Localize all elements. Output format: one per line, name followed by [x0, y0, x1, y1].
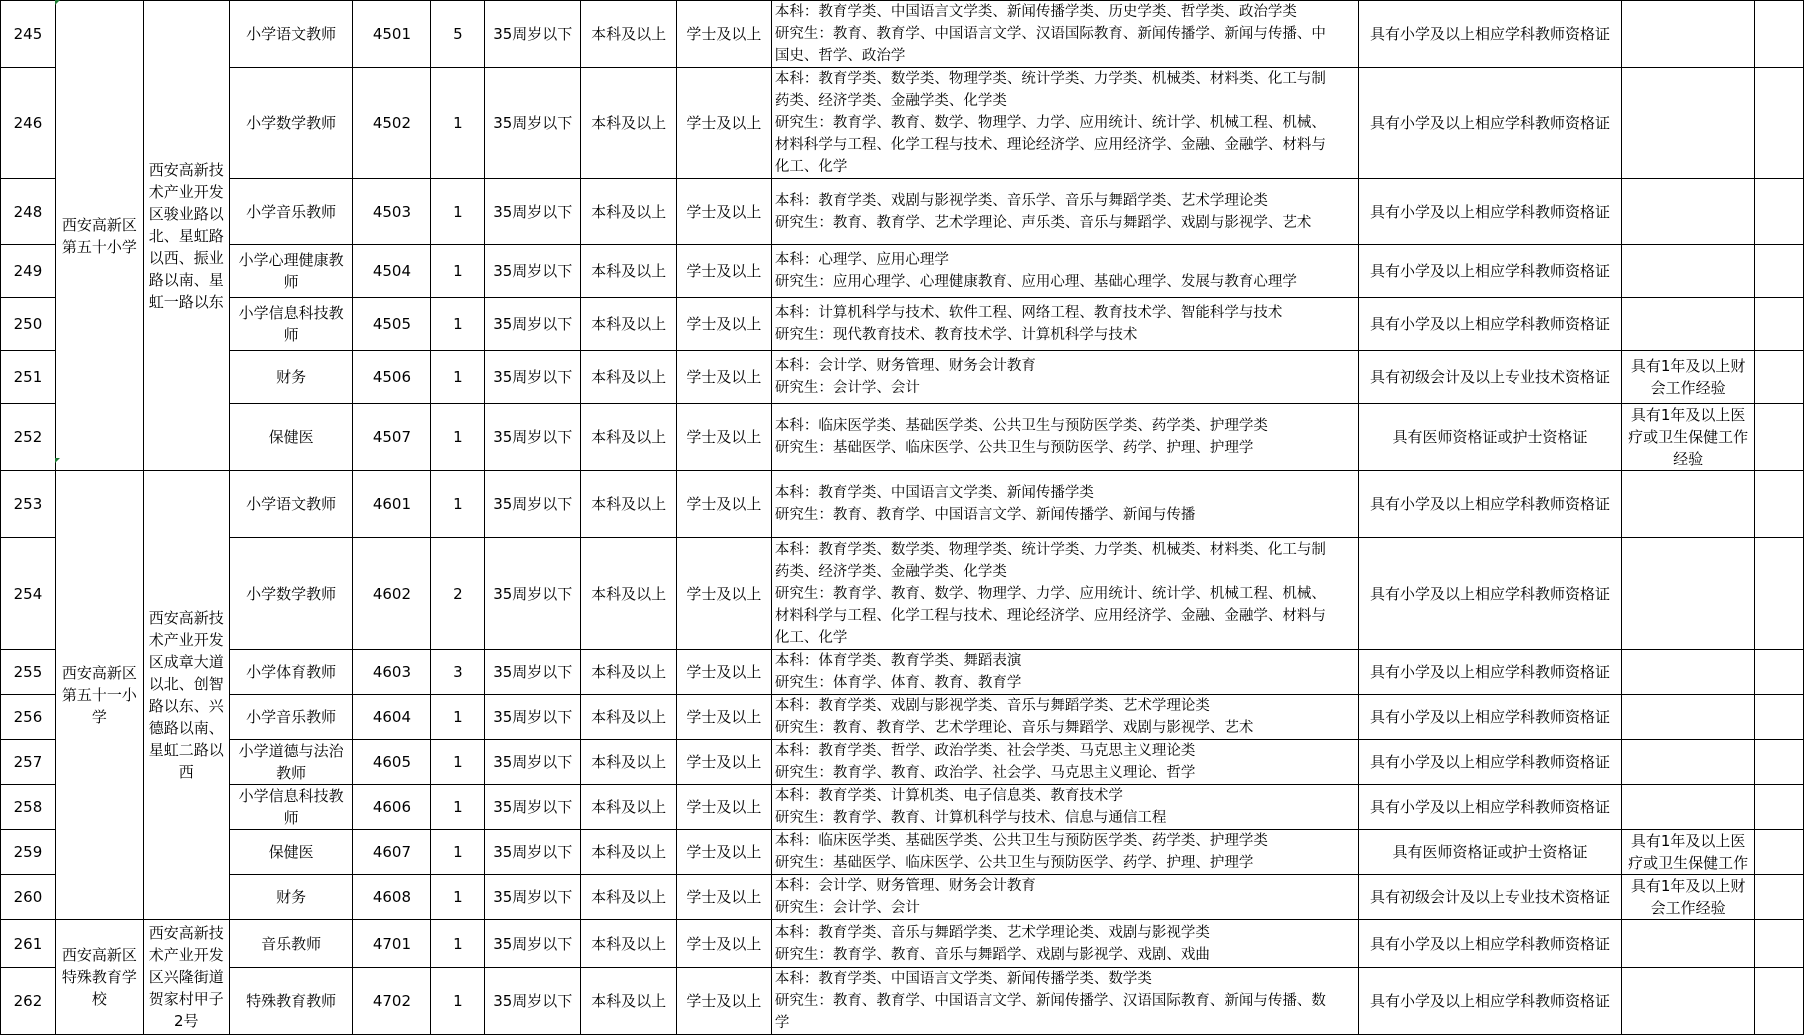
major-requirement-cell[interactable]	[771, 875, 1358, 920]
degree-cell[interactable]: 学士及以上	[677, 404, 772, 471]
table-row	[1, 471, 1804, 538]
degree-cell[interactable]: 学士及以上	[677, 1, 772, 68]
major-line: 药类、经济学类、金融学类、化学类	[774, 93, 1007, 109]
code-cell[interactable]: 4504	[353, 245, 431, 298]
education-cell[interactable]: 本科及以上	[581, 1, 677, 68]
count-cell[interactable]: 1	[431, 875, 485, 920]
major-line: 研究生：教育、教育学、艺术学理论、声乐类、音乐与舞蹈学、戏剧与影视学、艺术	[774, 214, 1312, 231]
major-requirement-cell[interactable]	[771, 830, 1358, 875]
school-address-cell[interactable]: 西安高新技术产业开发区成章大道以北、创智路以东、兴德路以南、星虹二路以西	[143, 471, 229, 920]
count-cell[interactable]: 1	[431, 298, 485, 351]
row-number-cell[interactable]: 258	[1, 785, 56, 830]
row-number-cell[interactable]: 245	[1, 1, 56, 68]
other-requirement-cell[interactable]	[1622, 1, 1755, 68]
other-requirement-cell[interactable]	[1622, 968, 1755, 1035]
table-row	[1, 830, 1804, 875]
major-requirement-cell[interactable]	[771, 298, 1358, 351]
qualification-cell[interactable]: 具有小学及以上相应学科教师资格证	[1358, 695, 1622, 740]
position-cell[interactable]: 小学信息科技教师	[229, 298, 353, 351]
major-line: 研究生：应用心理学、心理健康教育、应用心理、基础心理学、发展与教育心理学	[774, 274, 1297, 290]
notes-cell[interactable]	[1754, 471, 1803, 538]
table-row	[1, 695, 1804, 740]
age-cell[interactable]: 35周岁以下	[485, 740, 581, 785]
notes-cell[interactable]	[1754, 68, 1803, 179]
degree-cell[interactable]: 学士及以上	[677, 179, 772, 245]
code-cell[interactable]: 4606	[353, 785, 431, 830]
code-cell[interactable]: 4604	[353, 695, 431, 740]
major-requirement-cell[interactable]	[771, 538, 1358, 650]
school-address-cell[interactable]: 西安高新技术产业开发区兴隆街道贺家村甲子2号	[143, 920, 229, 1035]
school-address-cell[interactable]: 西安高新技术产业开发区骏业路以北、星虹路以西、振业路以南、星虹一路以东	[143, 1, 229, 471]
row-number-cell[interactable]: 254	[1, 538, 56, 650]
table-row	[1, 650, 1804, 695]
degree-cell[interactable]: 学士及以上	[677, 968, 772, 1035]
table-row	[1, 351, 1804, 404]
education-cell[interactable]: 本科及以上	[581, 471, 677, 538]
major-line: 本科：教育学类、中国语言文学类、新闻传播学类	[774, 485, 1094, 501]
qualification-cell[interactable]: 具有小学及以上相应学科教师资格证	[1358, 740, 1622, 785]
major-line: 研究生：基础医学、临床医学、公共卫生与预防医学、药学、护理、护理学	[774, 855, 1254, 871]
notes-cell[interactable]	[1754, 1, 1803, 68]
position-cell[interactable]: 保健医	[229, 830, 353, 875]
count-cell[interactable]: 1	[431, 920, 485, 968]
age-cell[interactable]: 35周岁以下	[485, 920, 581, 968]
major-line: 研究生：会计学、会计	[774, 900, 920, 916]
major-line: 学	[774, 1015, 790, 1031]
education-cell[interactable]: 本科及以上	[581, 875, 677, 920]
age-cell[interactable]: 35周岁以下	[485, 404, 581, 471]
notes-cell[interactable]	[1754, 920, 1803, 968]
row-number-cell[interactable]: 261	[1, 920, 56, 968]
education-cell[interactable]: 本科及以上	[581, 298, 677, 351]
other-requirement-cell[interactable]	[1622, 740, 1755, 785]
major-requirement-cell[interactable]	[771, 920, 1358, 968]
major-line: 本科：会计学、财务管理、财务会计教育	[774, 878, 1036, 894]
table-row	[1, 740, 1804, 785]
table-row	[1, 920, 1804, 968]
notes-cell[interactable]	[1754, 650, 1803, 695]
notes-cell[interactable]	[1754, 404, 1803, 471]
count-cell[interactable]: 1	[431, 830, 485, 875]
age-cell[interactable]: 35周岁以下	[485, 179, 581, 245]
education-cell[interactable]: 本科及以上	[581, 920, 677, 968]
education-cell[interactable]: 本科及以上	[581, 650, 677, 695]
major-requirement-cell[interactable]	[771, 650, 1358, 695]
degree-cell[interactable]: 学士及以上	[677, 298, 772, 351]
age-cell[interactable]: 35周岁以下	[485, 650, 581, 695]
major-requirement-cell[interactable]	[771, 245, 1358, 298]
row-number-cell[interactable]: 259	[1, 830, 56, 875]
major-line: 本科：计算机科学与技术、软件工程、网络工程、教育技术学、智能科学与技术	[774, 305, 1283, 321]
education-cell[interactable]: 本科及以上	[581, 740, 677, 785]
position-cell[interactable]: 小学体育教师	[229, 650, 353, 695]
code-cell[interactable]: 4505	[353, 298, 431, 351]
major-line: 研究生：教育学、教育、政治学、社会学、马克思主义理论、哲学	[774, 765, 1196, 781]
notes-cell[interactable]	[1754, 740, 1803, 785]
other-requirement-cell[interactable]	[1622, 471, 1755, 538]
major-line: 研究生：教育、教育学、中国语言文学、新闻传播学、新闻与传播	[774, 507, 1196, 523]
major-requirement-cell[interactable]	[771, 695, 1358, 740]
major-requirement-cell[interactable]	[771, 740, 1358, 785]
age-cell[interactable]: 35周岁以下	[485, 830, 581, 875]
degree-cell[interactable]: 学士及以上	[677, 830, 772, 875]
notes-cell[interactable]	[1754, 695, 1803, 740]
qualification-cell[interactable]: 具有小学及以上相应学科教师资格证	[1358, 1, 1622, 68]
other-requirement-cell[interactable]	[1622, 650, 1755, 695]
major-line: 本科：教育学类、戏剧与影视学类、音乐与舞蹈学类、艺术学理论类	[774, 698, 1210, 714]
major-line: 本科：会计学、财务管理、财务会计教育	[774, 358, 1036, 374]
position-cell[interactable]: 特殊教育教师	[229, 968, 353, 1035]
table-row	[1, 875, 1804, 920]
position-cell[interactable]: 小学语文教师	[229, 471, 353, 538]
other-requirement-cell[interactable]	[1622, 920, 1755, 968]
count-cell[interactable]: 1	[431, 245, 485, 298]
position-cell[interactable]: 保健医	[229, 404, 353, 471]
major-requirement-cell[interactable]	[771, 68, 1358, 179]
other-requirement-cell[interactable]	[1622, 538, 1755, 650]
age-cell[interactable]: 35周岁以下	[485, 245, 581, 298]
position-cell[interactable]: 小学心理健康教师	[229, 245, 353, 298]
code-cell[interactable]: 4503	[353, 179, 431, 245]
major-line: 本科：教育学类、数学类、物理学类、统计学类、力学类、机械类、材料类、化工与制	[774, 541, 1326, 558]
qualification-cell[interactable]: 具有医师资格证或护士资格证	[1358, 830, 1622, 875]
position-cell[interactable]: 小学音乐教师	[229, 695, 353, 740]
count-cell[interactable]: 1	[431, 740, 485, 785]
education-cell[interactable]: 本科及以上	[581, 538, 677, 650]
row-number-cell[interactable]: 256	[1, 695, 56, 740]
major-line: 本科：心理学、应用心理学	[774, 252, 949, 268]
age-cell[interactable]: 35周岁以下	[485, 351, 581, 404]
school-name-cell[interactable]: 西安高新区第五十一小学	[55, 471, 143, 920]
major-requirement-cell[interactable]	[771, 968, 1358, 1035]
education-cell[interactable]: 本科及以上	[581, 695, 677, 740]
major-line: 研究生：教育学、教育、数学、物理学、力学、应用统计、统计学、机械工程、机械、	[774, 115, 1326, 131]
other-requirement-cell[interactable]	[1622, 179, 1755, 245]
major-line: 材料科学与工程、化学工程与技术、理论经济学、应用经济学、金融、金融学、材料与	[774, 137, 1326, 153]
notes-cell[interactable]	[1754, 351, 1803, 404]
qualification-cell[interactable]: 具有小学及以上相应学科教师资格证	[1358, 785, 1622, 830]
row-number-cell[interactable]: 251	[1, 351, 56, 404]
count-cell[interactable]: 1	[431, 68, 485, 179]
major-requirement-cell[interactable]	[771, 1, 1358, 68]
table-row	[1, 298, 1804, 351]
major-line: 研究生：体育学、体育、教育、教育学	[774, 675, 1022, 691]
position-cell[interactable]: 音乐教师	[229, 920, 353, 968]
qualification-cell[interactable]: 具有小学及以上相应学科教师资格证	[1358, 471, 1622, 538]
other-requirement-cell[interactable]	[1622, 785, 1755, 830]
count-cell[interactable]: 1	[431, 471, 485, 538]
count-cell[interactable]: 1	[431, 968, 485, 1035]
degree-cell[interactable]: 学士及以上	[677, 875, 772, 920]
age-cell[interactable]: 35周岁以下	[485, 538, 581, 650]
major-requirement-cell[interactable]	[771, 471, 1358, 538]
major-line: 本科：教育学类、计算机类、电子信息类、教育技术学	[774, 788, 1123, 804]
major-line: 国史、哲学、政治学	[774, 48, 906, 64]
code-cell[interactable]: 4602	[353, 538, 431, 650]
degree-cell[interactable]: 学士及以上	[677, 471, 772, 538]
code-cell[interactable]: 4507	[353, 404, 431, 471]
major-requirement-cell[interactable]	[771, 179, 1358, 245]
table-row	[1, 785, 1804, 830]
major-line: 研究生：教育学、教育、数学、物理学、力学、应用统计、统计学、机械工程、机械、	[774, 585, 1326, 602]
notes-cell[interactable]	[1754, 179, 1803, 245]
code-cell[interactable]: 4603	[353, 650, 431, 695]
age-cell[interactable]: 35周岁以下	[485, 695, 581, 740]
major-line: 研究生：教育学、教育、计算机科学与技术、信息与通信工程	[774, 810, 1167, 826]
row-number-cell[interactable]: 255	[1, 650, 56, 695]
code-cell[interactable]: 4701	[353, 920, 431, 968]
major-line: 本科：临床医学类、基础医学类、公共卫生与预防医学类、药学类、护理学类	[774, 833, 1268, 849]
notes-cell[interactable]	[1754, 298, 1803, 351]
degree-cell[interactable]: 学士及以上	[677, 785, 772, 830]
position-cell[interactable]: 小学数学教师	[229, 538, 353, 650]
major-requirement-cell[interactable]	[771, 351, 1358, 404]
position-cell[interactable]: 财务	[229, 351, 353, 404]
count-cell[interactable]: 2	[431, 538, 485, 650]
major-line: 本科：教育学类、中国语言文学类、新闻传播学类、数学类	[774, 971, 1152, 987]
table-row	[1, 179, 1804, 245]
notes-cell[interactable]	[1754, 538, 1803, 650]
code-cell[interactable]: 4502	[353, 68, 431, 179]
major-line: 药类、经济学类、金融学类、化学类	[774, 563, 1007, 580]
school-name-cell[interactable]: 西安高新区第五十小学	[55, 1, 143, 471]
age-cell[interactable]: 35周岁以下	[485, 68, 581, 179]
age-cell[interactable]: 35周岁以下	[485, 298, 581, 351]
degree-cell[interactable]: 学士及以上	[677, 650, 772, 695]
row-number-cell[interactable]: 248	[1, 179, 56, 245]
degree-cell[interactable]: 学士及以上	[677, 538, 772, 650]
age-cell[interactable]: 35周岁以下	[485, 875, 581, 920]
education-cell[interactable]: 本科及以上	[581, 68, 677, 179]
other-requirement-cell[interactable]	[1622, 298, 1755, 351]
degree-cell[interactable]: 学士及以上	[677, 68, 772, 179]
count-cell[interactable]: 1	[431, 351, 485, 404]
major-line: 本科：教育学类、数学类、物理学类、统计学类、力学类、机械类、材料类、化工与制	[774, 71, 1326, 87]
major-requirement-cell[interactable]	[771, 404, 1358, 471]
major-line: 本科：教育学类、音乐与舞蹈学类、艺术学理论类、戏剧与影视学类	[774, 924, 1210, 941]
age-cell[interactable]: 35周岁以下	[485, 1, 581, 68]
count-cell[interactable]: 1	[431, 695, 485, 740]
code-cell[interactable]: 4607	[353, 830, 431, 875]
notes-cell[interactable]	[1754, 245, 1803, 298]
row-number-cell[interactable]: 260	[1, 875, 56, 920]
code-cell[interactable]: 4608	[353, 875, 431, 920]
row-number-cell[interactable]: 252	[1, 404, 56, 471]
qualification-cell[interactable]: 具有小学及以上相应学科教师资格证	[1358, 245, 1622, 298]
major-line: 材料科学与工程、化学工程与技术、理论经济学、应用经济学、金融、金融学、材料与	[774, 607, 1326, 624]
notes-cell[interactable]	[1754, 785, 1803, 830]
code-cell[interactable]: 4506	[353, 351, 431, 404]
major-line: 研究生：教育学、教育、音乐与舞蹈学、戏剧与影视学、戏剧、戏曲	[774, 946, 1210, 963]
row-number-cell[interactable]: 253	[1, 471, 56, 538]
row-number-cell[interactable]: 250	[1, 298, 56, 351]
major-line: 化工、化学	[774, 159, 848, 175]
education-cell[interactable]: 本科及以上	[581, 404, 677, 471]
table-row	[1, 1, 1804, 68]
qualification-cell[interactable]: 具有初级会计及以上专业技术资格证	[1358, 351, 1622, 404]
major-line: 研究生：会计学、会计	[774, 380, 920, 396]
qualification-cell[interactable]: 具有小学及以上相应学科教师资格证	[1358, 650, 1622, 695]
position-cell[interactable]: 小学语文教师	[229, 1, 353, 68]
qualification-cell[interactable]: 具有初级会计及以上专业技术资格证	[1358, 875, 1622, 920]
qualification-cell[interactable]: 具有小学及以上相应学科教师资格证	[1358, 920, 1622, 968]
position-cell[interactable]: 小学数学教师	[229, 68, 353, 179]
code-cell[interactable]: 4501	[353, 1, 431, 68]
education-cell[interactable]: 本科及以上	[581, 785, 677, 830]
count-cell[interactable]: 1	[431, 179, 485, 245]
table-row	[1, 68, 1804, 179]
major-line: 研究生：教育、教育学、艺术学理论、音乐与舞蹈学、戏剧与影视学、艺术	[774, 720, 1254, 736]
count-cell[interactable]: 5	[431, 1, 485, 68]
row-number-cell[interactable]: 257	[1, 740, 56, 785]
major-line: 研究生：教育、教育学、中国语言文学、汉语国际教育、新闻传播学、新闻与传播、中	[774, 26, 1326, 42]
other-requirement-cell[interactable]	[1622, 245, 1755, 298]
education-cell[interactable]: 本科及以上	[581, 179, 677, 245]
position-cell[interactable]: 财务	[229, 875, 353, 920]
major-line: 本科：临床医学类、基础医学类、公共卫生与预防医学类、药学类、护理学类	[774, 418, 1268, 434]
count-cell[interactable]: 3	[431, 650, 485, 695]
code-cell[interactable]: 4702	[353, 968, 431, 1035]
qualification-cell[interactable]: 具有小学及以上相应学科教师资格证	[1358, 538, 1622, 650]
degree-cell[interactable]: 学士及以上	[677, 920, 772, 968]
cell-marker	[55, 0, 60, 5]
row-number-cell[interactable]: 262	[1, 968, 56, 1035]
table-row	[1, 968, 1804, 1035]
notes-cell[interactable]	[1754, 968, 1803, 1035]
notes-cell[interactable]	[1754, 830, 1803, 875]
row-number-cell[interactable]: 246	[1, 68, 56, 179]
education-cell[interactable]: 本科及以上	[581, 968, 677, 1035]
other-requirement-cell[interactable]: 具有1年及以上医疗或卫生保健工作	[1622, 830, 1755, 875]
major-line: 本科：体育学类、教育学类、舞蹈表演	[774, 653, 1022, 669]
qualification-cell[interactable]: 具有小学及以上相应学科教师资格证	[1358, 298, 1622, 351]
count-cell[interactable]: 1	[431, 404, 485, 471]
row-number-cell[interactable]: 249	[1, 245, 56, 298]
major-line: 研究生：基础医学、临床医学、公共卫生与预防医学、药学、护理、护理学	[774, 440, 1254, 456]
age-cell[interactable]: 35周岁以下	[485, 785, 581, 830]
major-line: 研究生：教育、教育学、中国语言文学、新闻传播学、汉语国际教育、新闻与传播、数	[774, 993, 1326, 1009]
education-cell[interactable]: 本科及以上	[581, 245, 677, 298]
education-cell[interactable]: 本科及以上	[581, 351, 677, 404]
notes-cell[interactable]	[1754, 875, 1803, 920]
count-cell[interactable]: 1	[431, 785, 485, 830]
code-cell[interactable]: 4605	[353, 740, 431, 785]
school-name-cell[interactable]: 西安高新区特殊教育学校	[55, 920, 143, 1035]
major-requirement-cell[interactable]	[771, 785, 1358, 830]
age-cell[interactable]: 35周岁以下	[485, 968, 581, 1035]
degree-cell[interactable]: 学士及以上	[677, 245, 772, 298]
other-requirement-cell[interactable]	[1622, 68, 1755, 179]
qualification-cell[interactable]: 具有医师资格证或护士资格证	[1358, 404, 1622, 471]
age-cell[interactable]: 35周岁以下	[485, 471, 581, 538]
degree-cell[interactable]: 学士及以上	[677, 351, 772, 404]
table-row	[1, 538, 1804, 650]
other-requirement-cell[interactable]: 具有1年及以上财会工作经验	[1622, 875, 1755, 920]
other-requirement-cell[interactable]: 具有1年及以上医疗或卫生保健工作经验	[1622, 404, 1755, 471]
code-cell[interactable]: 4601	[353, 471, 431, 538]
other-requirement-cell[interactable]	[1622, 695, 1755, 740]
position-cell[interactable]: 小学道德与法治教师	[229, 740, 353, 785]
qualification-cell[interactable]: 具有小学及以上相应学科教师资格证	[1358, 179, 1622, 245]
major-line: 本科：教育学类、戏剧与影视学类、音乐学、音乐与舞蹈学类、艺术学理论类	[774, 192, 1268, 209]
major-line: 研究生：现代教育技术、教育技术学、计算机科学与技术	[774, 327, 1138, 343]
degree-cell[interactable]: 学士及以上	[677, 740, 772, 785]
table-row	[1, 404, 1804, 471]
qualification-cell[interactable]: 具有小学及以上相应学科教师资格证	[1358, 968, 1622, 1035]
major-line: 本科：教育学类、中国语言文学类、新闻传播学类、历史学类、哲学类、政治学类	[774, 4, 1297, 20]
qualification-cell[interactable]: 具有小学及以上相应学科教师资格证	[1358, 68, 1622, 179]
major-line: 本科：教育学类、哲学、政治学类、社会学类、马克思主义理论类	[774, 743, 1196, 759]
degree-cell[interactable]: 学士及以上	[677, 695, 772, 740]
other-requirement-cell[interactable]: 具有1年及以上财会工作经验	[1622, 351, 1755, 404]
table-row	[1, 245, 1804, 298]
cell-marker	[55, 458, 60, 463]
major-line: 化工、化学	[774, 629, 848, 646]
position-cell[interactable]: 小学信息科技教师	[229, 785, 353, 830]
position-cell[interactable]: 小学音乐教师	[229, 179, 353, 245]
education-cell[interactable]: 本科及以上	[581, 830, 677, 875]
